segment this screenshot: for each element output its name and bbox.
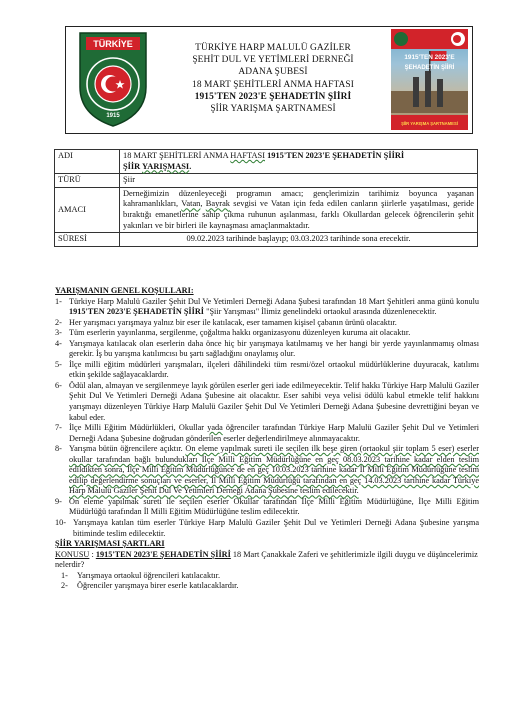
adi-part: 1915'TEN 2023'E ŞEHADETİN ŞİİRİ: [265, 151, 405, 160]
document-body: [55, 286, 479, 592]
turu-value: Şiir: [120, 174, 478, 188]
list-item: 4- Yarışmaya katılacak olan eserlerin daha önce hiç bir yarışmaya katılmamış ve her hangi bir yerde yayınlanmamış olması gerekir. İş bu yarışma katılımcısı bu şartı sağladığını onaylamış olur.: [55, 338, 479, 359]
poster-title: 1915'TEN 2023'E: [404, 54, 455, 61]
list-item: 2- Öğrenciler yarışmaya birer eserle katılacaklardır.: [61, 581, 239, 591]
amaci-part: Bayrak: [205, 199, 230, 209]
general-conditions-list: [55, 297, 479, 540]
topic-line: KONUSU : 1915'TEN 2023'E ŞEHADETİN ŞİİRİ 18 Mart Çanakkale Zaferi ve şehitlerimizle ilgili duygu ve düşüncelerimiz nelerdir?: [55, 549, 478, 570]
list-item: 6- Ödül alan, almayan ve sergilenmeye layık görülen eserler geri iade edilmeyecektir. Telif hakkı Türkiye Harp Malulü Gaziler Şehit Dul Ve Yetimleri Derneği Adana Şubesine ait olacaktır. Eser sahibi veya velisi ödülü kabul etmekle telif hakkını yarışmayı düzenleyen Türkiye Harp Malulü Gaziler Şehit Dul Ve Yetimleri Derneği Adana Şubesine devrettiğini beyan ve kabul eder.: [55, 380, 479, 422]
adi-part: ŞİİR: [123, 161, 143, 171]
adi-label: ADI: [55, 150, 120, 174]
poster-art: [391, 29, 468, 130]
topic-title: 1915'TEN 2023'E ŞEHADETİN ŞİİRİ: [95, 549, 231, 559]
list-item: 8- Yarışma bütün öğrencilere açıktır. On eleme yapılmak sureti ile seçilen ilk beşe giren (ortaokul şiir toplam 5 eser) eserler okullar tarafından bağlı bulundukları İlçe Milli Eğitim Müdürlüğüne en geç 08.03.2023 tarihine kadar elden teslim edildikten sonra, İlçe Milli Eğitim Müdürlüğünce de en geç 10.03.2023 tarihine kadar İl Milli Eğitim Müdürlüğüne teslim edilip değerlendirme sonuçları ve eserler, İl Milli Eğitim Müdürlüğü tarafından en geç 14.03.2023 tarihine kadar Türkiye Harp Malulü Gaziler Şehit Dul Ve Yetimleri Derneği Adana Şubesine teslim edilecektir.: [55, 444, 479, 496]
section-title-general: YARIŞMANIN GENEL KOŞULLARI:: [55, 286, 194, 295]
suresi-label: SÜRESİ: [55, 233, 120, 247]
header-line-5: 1915'TEN 2023'E ŞEHADETİN ŞİİRİ: [194, 91, 352, 102]
table-row: [55, 174, 478, 188]
header-line-1: TÜRKİYE HARP MALULÜ GAZİLER: [195, 43, 351, 53]
list-item: 1- Türkiye Harp Malulü Gaziler Şehit Dul Ve Yetimleri Derneği Adana Şubesi tarafından 18 Mart Şehitleri anma günü konulu 1915'TEN 2023'E ŞEHADETİN ŞİİRİ "Şiir Yarışması" İlimiz genelindeki ortaokul arasında düzenlenecektir.: [55, 296, 479, 317]
header-line-3: ADANA ŞUBESİ: [238, 67, 308, 78]
logo-year: 1915: [106, 113, 120, 119]
event-poster: [391, 29, 468, 130]
adi-part: 18 MART ŞEHİTLERİ ANMA: [123, 151, 231, 160]
suresi-value: 09.02.2023 tarihinde başlayıp; 03.03.2023 tarihinde sona erecektir.: [120, 233, 478, 247]
turu-label: TÜRÜ: [55, 174, 120, 188]
amaci-part: ,: [200, 199, 206, 209]
section-title-poetry: ŞİİR YARIŞMASI ŞARTLARI: [55, 539, 165, 549]
header-line-4: 18 MART ŞEHİTLERİ ANMA HAFTASI: [192, 79, 354, 90]
table-row: [55, 233, 478, 247]
list-item: 2- Her yarışmacı yarışmaya yalnız bir eser ile katılacak, eser tamamen kişisel çabanın ürünü olacaktır.: [55, 317, 397, 327]
adi-value: [120, 150, 478, 174]
amaci-part: sevgisi ve Vatan için feda edilen canların şiirlerle yaşatılması, geride bıraktığı emanetlerine sahip çıkma ruhunun aşılanması, farklı Okullardan gelecek öğrencilerin şehit yakınları ve bir birleri ile kaynaşması amaçlanmaktadır.: [123, 199, 475, 230]
topic-label: KONUSU: [55, 549, 90, 559]
poster-footer: ŞİİR YARIŞMA ŞARTNAMESİ: [401, 121, 458, 126]
adi-part: HAFTASI: [230, 151, 265, 160]
poster-subtitle: ŞEHADETİN ŞİİRİ: [404, 65, 455, 71]
adi-part: YARIŞMASI: [142, 161, 190, 171]
poetry-conditions-list: [55, 571, 479, 592]
list-item: 3- Tüm eserlerin yayınlanma, sergilenme, çoğaltma hakkı organizasyonu düzenleyen kuruma ait olacaktır.: [55, 328, 411, 338]
amaci-part: Derneğimizin düzenleyeceği programın amacı; gençlerimizin tarihimiz boyunca yaşanan kahramanlıkları,: [123, 188, 474, 209]
list-item: 1- Yarışmaya ortaokul öğrencileri katılacaktır.: [61, 570, 221, 580]
competition-info-table: [54, 149, 478, 247]
list-item: 5- İlçe milli eğitim müdürleri yarışmaları, ilçeleri dâhilindeki tüm resmi/özel ortaokul müdürlüklerine duyuracak, katılımı etkin şekilde sağlayacaklardır.: [55, 359, 479, 380]
adi-part: .: [189, 161, 192, 171]
document-header: [158, 42, 388, 115]
list-item: 10- Yarışmaya katılan tüm eserler Türkiye Harp Malulü Gaziler Şehit Dul ve Yetimleri Derneği Adana Şubesine yarışma bitiminde teslim edilecektir.: [55, 518, 479, 538]
table-row: [55, 187, 478, 232]
list-item: 7- İlçe Milli Eğitim Müdürlükleri, Okullar yada öğrenciler tarafından Türkiye Harp Malulü Gaziler Şehit Dul ve Yetimleri Derneği Adana Şubesine doğrudan gönderilen eserler değerlendirilmeye alınmayacaktır.: [55, 423, 479, 443]
logo-title: TÜRKİYE: [93, 39, 133, 49]
header-line-2: ŞEHİT DUL VE YETİMLERİ DERNEĞİ: [192, 55, 354, 66]
amaci-label: AMACI: [55, 187, 120, 232]
list-item: 9- On eleme yapılmak sureti ile seçilen eserler Okullar tarafından İlçe Milli Eğitim Müdürlüğüne, İlçe Milli Eğitim Müdürlüğü tarafından İl Milli Eğitim Müdürlüğüne teslim edilecektir.: [55, 496, 479, 517]
table-row: [55, 150, 478, 174]
amaci-value: [120, 187, 478, 232]
amaci-part: Vatan: [181, 199, 201, 209]
association-logo: [76, 29, 150, 129]
header-line-6: ŞİİR YARIŞMA ŞARTNAMESİ: [210, 104, 336, 115]
